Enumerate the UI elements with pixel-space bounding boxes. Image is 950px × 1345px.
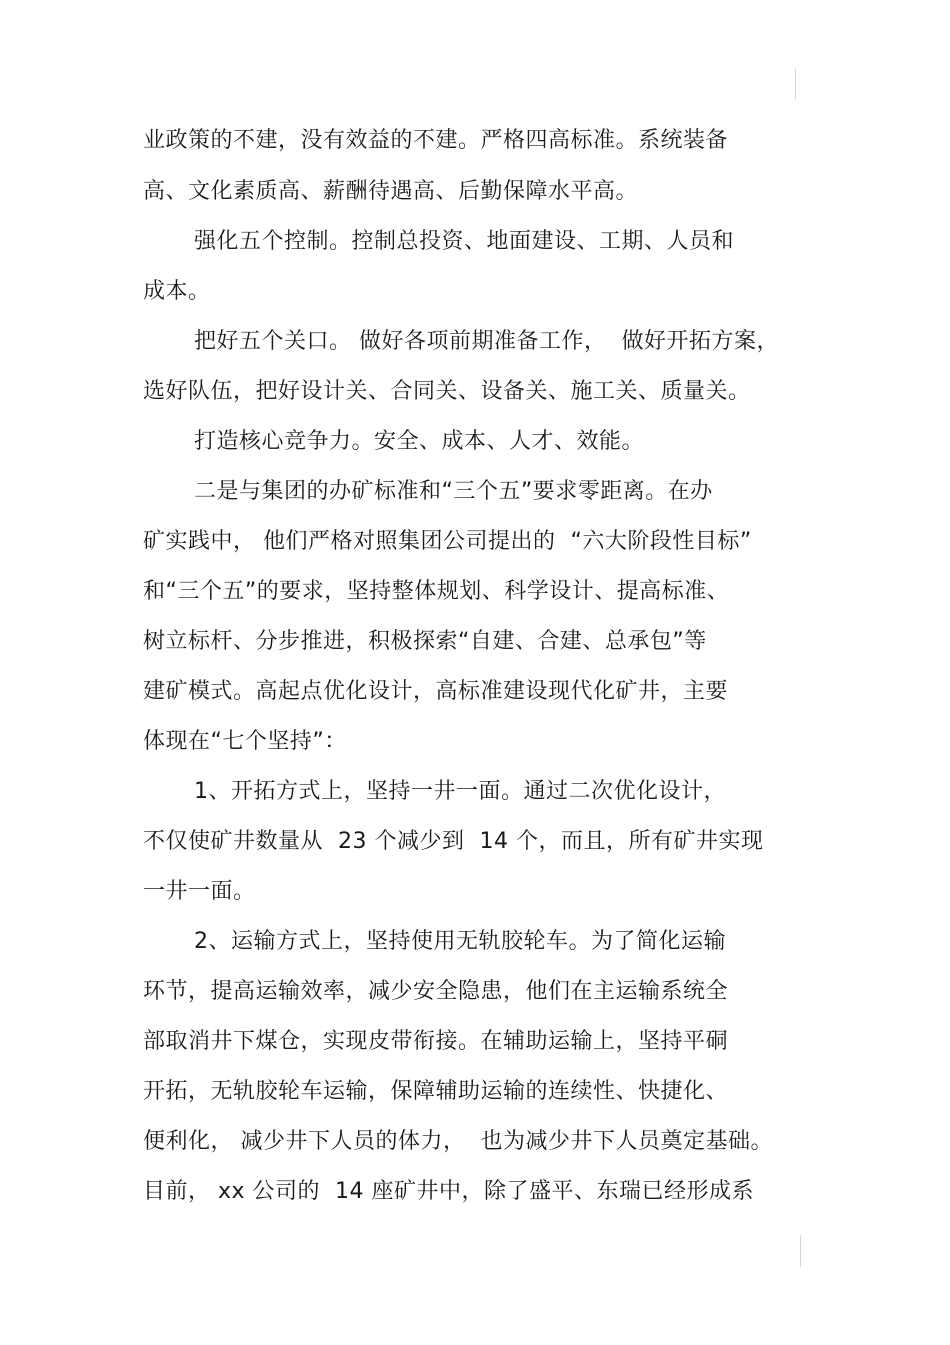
text-line: 树立标杆、分步推进，积极探索“自建、合建、总承包”等 [143, 629, 707, 654]
text-line: 环节，提高运输效率，减少安全隐患，他们在主运输系统全 [143, 979, 729, 1004]
text-line: 把好五个关口。 做好各项前期准备工作， 做好开拓方案， [194, 329, 779, 354]
text-line: 目前， xx 公司的 14 座矿井中，除了盛平、东瑞已经形成系 [143, 1179, 755, 1204]
text-line: 2、运输方式上，坚持使用无轨胶轮车。为了简化运输 [194, 929, 726, 954]
text-line: 一井一面。 [143, 879, 256, 904]
text-line: 矿实践中， 他们严格对照集团公司提出的 “六大阶段性目标” [143, 529, 752, 554]
text-line: 不仅使矿井数量从 23 个减少到 14 个，而且，所有矿井实现 [143, 829, 764, 854]
text-line: 高、文化素质高、薪酬待遇高、后勤保障水平高。 [143, 179, 639, 204]
text-line: 二是与集团的办矿标准和“三个五”要求零距离。在办 [194, 479, 713, 504]
page-corner-mark-top [795, 68, 796, 100]
text-line: 体现在“七个坚持”： [143, 729, 347, 754]
text-line: 强化五个控制。控制总投资、地面建设、工期、人员和 [194, 229, 735, 254]
text-line: 开拓，无轨胶轮车运输，保障辅助运输的连续性、快捷化、 [143, 1079, 729, 1104]
text-line: 成本。 [143, 279, 211, 304]
text-line: 部取消井下煤仓，实现皮带衔接。在辅助运输上，坚持平硐 [143, 1029, 729, 1054]
text-line: 打造核心竞争力。安全、成本、人才、效能。 [194, 429, 645, 454]
text-line: 便利化， 减少井下人员的体力， 也为减少井下人员奠定基础。 [143, 1129, 773, 1154]
text-line: 选好队伍，把好设计关、合同关、设备关、施工关、质量关。 [143, 379, 751, 404]
text-line: 建矿模式。高起点优化设计，高标准建设现代化矿井，主要 [143, 679, 729, 704]
page-corner-mark-bottom [800, 1235, 801, 1267]
text-line: 业政策的不建，没有效益的不建。严格四高标准。系统装备 [143, 128, 729, 153]
text-line: 和“三个五”的要求，坚持整体规划、科学设计、提高标准、 [143, 579, 730, 604]
text-line: 1、开拓方式上，坚持一井一面。通过二次优化设计， [194, 779, 726, 804]
